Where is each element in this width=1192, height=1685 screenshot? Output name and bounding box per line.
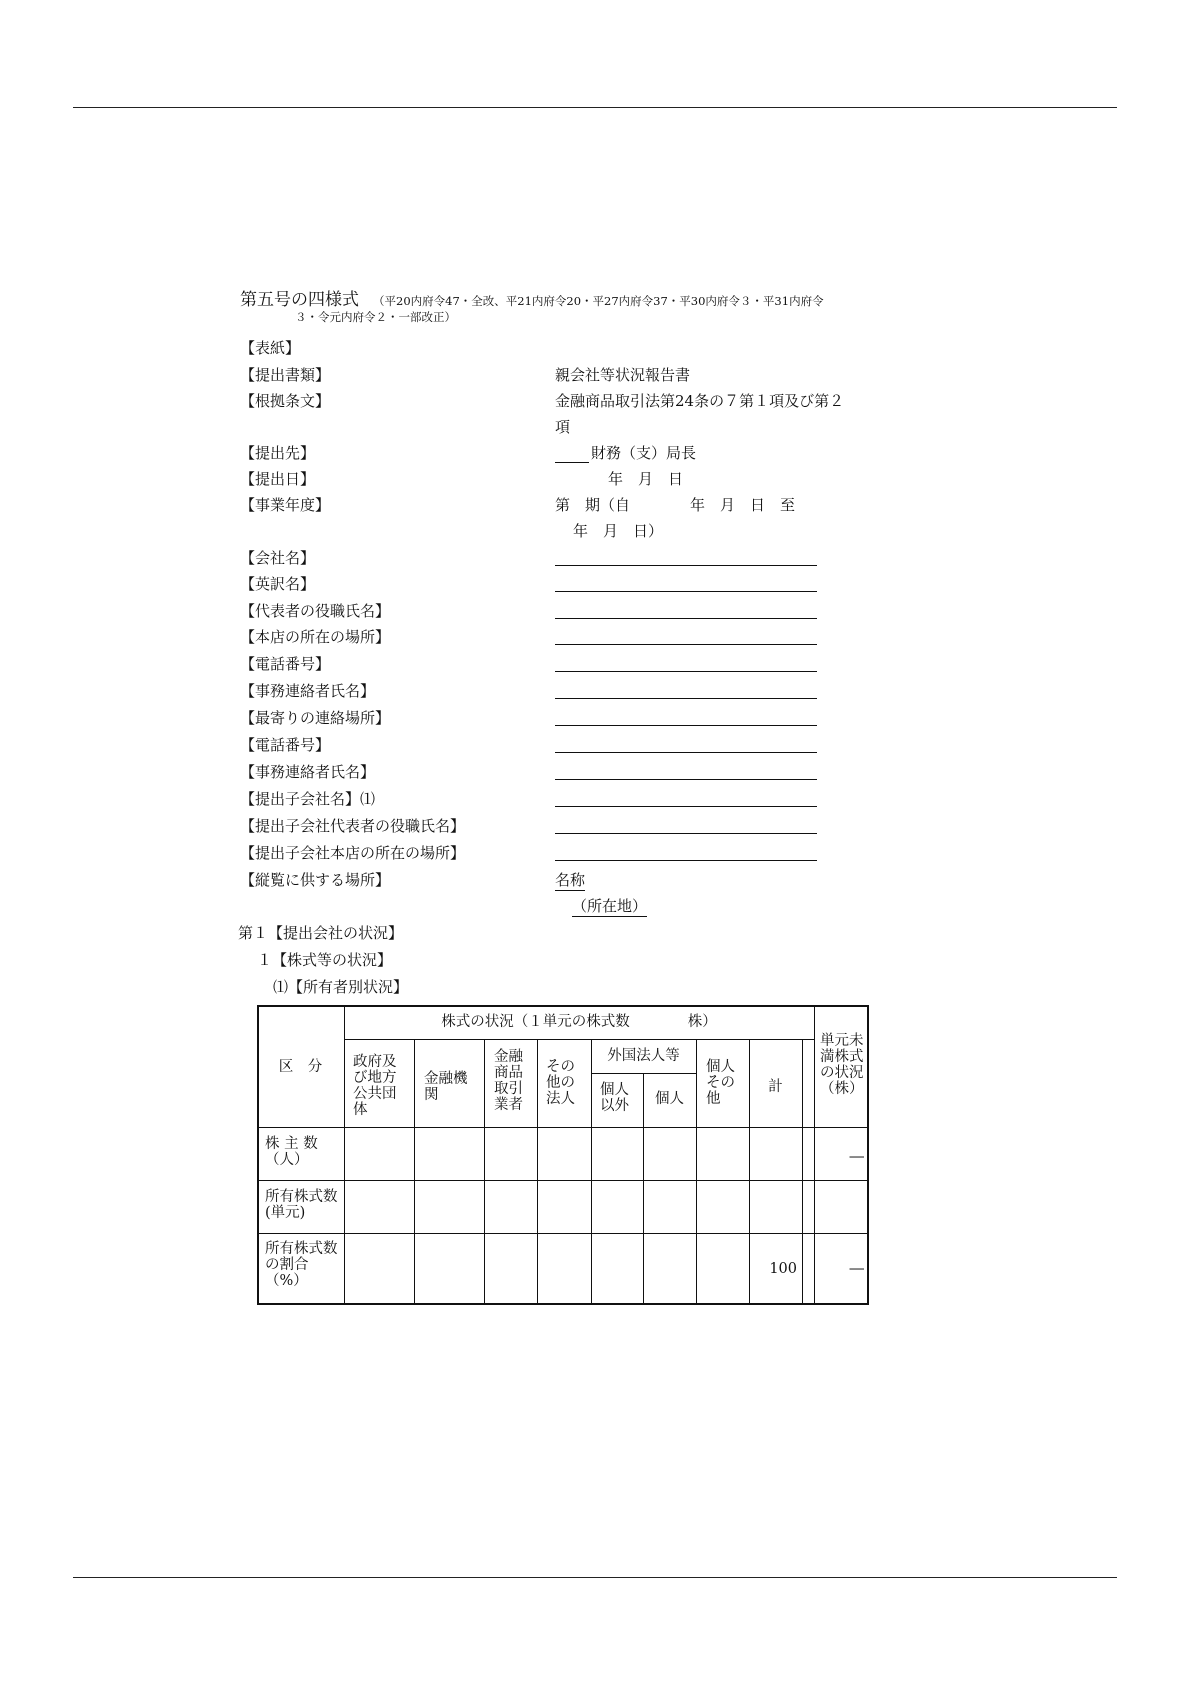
- col-line-9: [802, 1039, 803, 1305]
- row-shareholders-label: 株 主 数（人）: [265, 1136, 318, 1168]
- row-shares-label: 所有株式数(単元): [265, 1189, 338, 1221]
- inspection-name-text: 名称: [555, 871, 586, 889]
- col-line-4: [537, 1039, 538, 1305]
- amendment-note-1: （平20内府令47・全改、平21内府令20・平27内府令37・平30内府令３・平31内府令: [373, 294, 824, 308]
- sub-representative-line: [555, 833, 817, 834]
- phone-line-2: [555, 752, 817, 753]
- col-gov-header: 政府及び地方公共団体: [353, 1054, 397, 1118]
- form-title-line: [240, 285, 824, 310]
- col-total-header: 計: [768, 1079, 783, 1095]
- inspection-address-text: （所在地）: [572, 897, 648, 915]
- doc-type-label: 【提出書類】: [240, 366, 331, 384]
- representative-line: [555, 618, 817, 619]
- header-body-divider: [257, 1127, 869, 1128]
- sub-head-office-line: [555, 860, 817, 861]
- submit-to-value: [555, 442, 696, 463]
- col-line-5: [591, 1039, 592, 1305]
- table-border-bottom: [257, 1303, 869, 1305]
- fiscal-year-label: 【事業年度】: [240, 496, 331, 514]
- contact-line-2: [555, 779, 817, 780]
- submit-date-label: 【提出日】: [240, 470, 316, 488]
- row-ratio-label: 所有株式数の割合（%）: [265, 1241, 338, 1289]
- row-ratio-less-unit: ―: [849, 1261, 864, 1277]
- basis-value-1: 金融商品取引法第24条の７第１項及び第２: [555, 392, 845, 410]
- col-foreign-header: 外国法人等: [607, 1048, 680, 1064]
- sub-company-name-label: 【提出子会社名】⑴: [240, 790, 376, 808]
- category-header: 区 分: [278, 1059, 323, 1075]
- contact-line-1: [555, 698, 817, 699]
- nearest-office-label: 【最寄りの連絡場所】: [240, 709, 391, 727]
- col-less-unit-header: 単元未満株式の状況（株）: [820, 1033, 864, 1097]
- company-name-line: [555, 565, 817, 566]
- basis-value-2: 項: [555, 418, 571, 436]
- sub-representative-label: 【提出子会社代表者の役職氏名】: [240, 817, 466, 835]
- col-line-1: [344, 1005, 345, 1305]
- phone-label-2: 【電話番号】: [240, 736, 331, 754]
- col-line-3: [484, 1039, 485, 1305]
- inspection-name: [555, 869, 585, 890]
- submit-to-label: 【提出先】: [240, 444, 316, 462]
- col-individual-header: 個人その他: [706, 1059, 735, 1107]
- col-fin-header: 金融機関: [424, 1071, 468, 1103]
- inspection-place-label: 【縦覧に供する場所】: [240, 871, 391, 889]
- row-divider-2: [257, 1233, 869, 1234]
- section-1-heading: 第１【提出会社の状況】: [238, 924, 404, 942]
- representative-label: 【代表者の役職氏名】: [240, 602, 391, 620]
- ownership-table: [257, 1005, 869, 1305]
- top-rule: [73, 107, 1117, 108]
- contact-label-2: 【事務連絡者氏名】: [240, 763, 376, 781]
- nearest-office-line: [555, 725, 817, 726]
- phone-label-1: 【電話番号】: [240, 655, 331, 673]
- fiscal-year-value-2: 年 月 日）: [573, 522, 664, 540]
- col-line-7: [696, 1039, 697, 1305]
- english-name-line: [555, 591, 817, 592]
- bureau-blank-line: [555, 448, 589, 463]
- group-header: 株式の状況（１単元の株式数 株）: [441, 1014, 717, 1030]
- col-foreign-nonind-header: 個人以外: [600, 1082, 629, 1114]
- row-ratio-total: 100: [769, 1261, 797, 1277]
- basis-label: 【根拠条文】: [240, 392, 331, 410]
- submit-to-text: 財務（支）局長: [591, 444, 697, 462]
- head-office-line: [555, 644, 817, 645]
- submit-date-value: 年 月 日: [608, 470, 684, 488]
- head-office-label: 【本店の所在の場所】: [240, 628, 391, 646]
- phone-line-1: [555, 671, 817, 672]
- company-name-label: 【会社名】: [240, 549, 316, 567]
- amendment-note-2: ３・令元内府令２・一部改正）: [295, 310, 456, 324]
- table-border-left: [257, 1005, 259, 1305]
- fiscal-year-value-1: 第 期（自 年 月 日 至: [555, 496, 796, 514]
- doc-type-value: 親会社等状況報告書: [555, 366, 691, 384]
- col-line-6: [643, 1073, 644, 1305]
- section-1-1-1-heading: ⑴【所有者別状況】: [273, 978, 409, 996]
- col-foreign-ind-header: 個人: [655, 1091, 684, 1107]
- form-title: 第五号の四様式: [240, 290, 359, 310]
- sub-company-name-line: [555, 806, 817, 807]
- row-shareholders-less-unit: ―: [849, 1149, 864, 1165]
- col-sec-header: 金融商品取引業者: [494, 1049, 523, 1113]
- table-border-top: [257, 1005, 869, 1007]
- sub-head-office-label: 【提出子会社本店の所在の場所】: [240, 844, 466, 862]
- inspection-address: [572, 895, 647, 916]
- section-1-1-heading: １【株式等の状況】: [257, 951, 393, 969]
- bottom-rule: [73, 1577, 1117, 1578]
- contact-label-1: 【事務連絡者氏名】: [240, 682, 376, 700]
- row-divider-1: [257, 1180, 869, 1181]
- english-name-label: 【英訳名】: [240, 575, 316, 593]
- col-other-corp-header: その他の法人: [546, 1059, 575, 1107]
- cover-label: 【表紙】: [240, 339, 301, 357]
- col-line-2: [414, 1039, 415, 1305]
